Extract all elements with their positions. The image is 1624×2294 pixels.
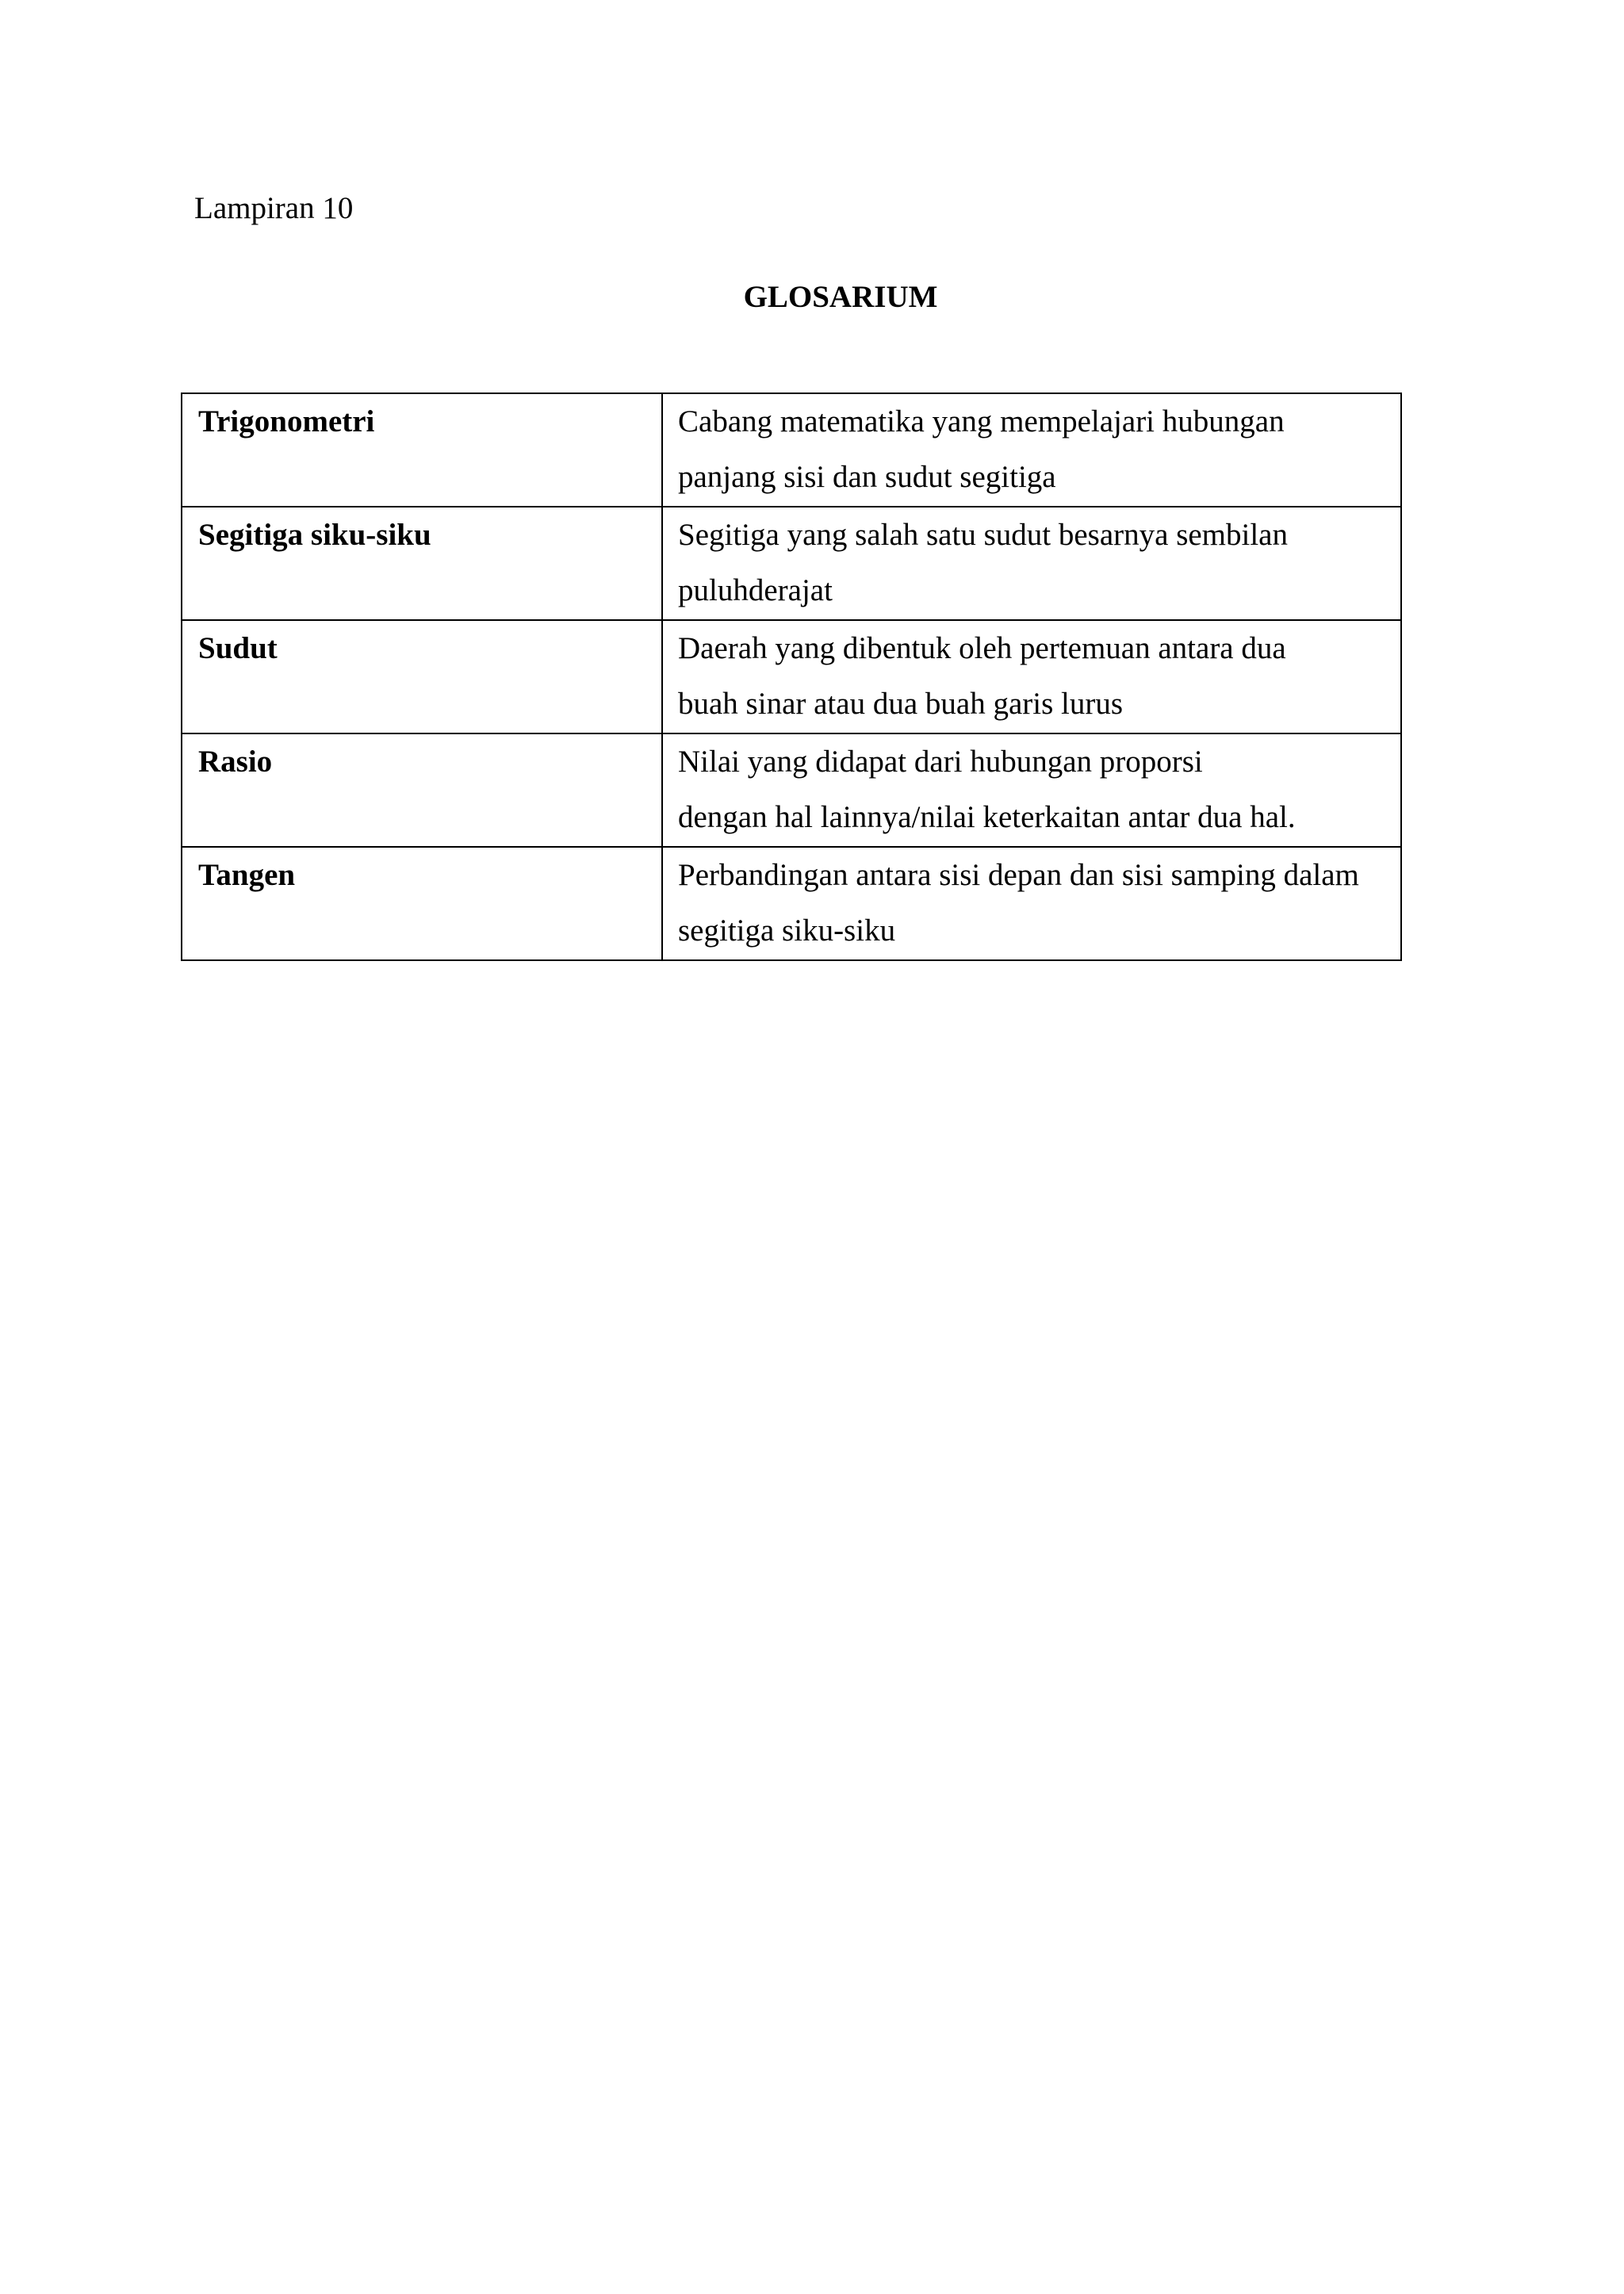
page-title: GLOSARIUM <box>743 280 938 314</box>
definition-line: Cabang matematika yang mempelajari hubungan <box>678 404 1285 439</box>
glossary-table <box>181 393 1402 961</box>
term-cell <box>182 733 662 847</box>
attachment-label: Lampiran 10 <box>194 191 354 225</box>
definition-cell <box>662 507 1401 620</box>
glossary-term: Segitiga siku-siku <box>198 518 431 552</box>
definition-line: segitiga siku-siku <box>678 913 896 948</box>
definition-cell <box>662 733 1401 847</box>
glossary-term: Trigonometri <box>198 404 375 439</box>
definition-cell <box>662 393 1401 507</box>
definition-line: Perbandingan antara sisi depan dan sisi samping dalam <box>678 858 1359 892</box>
definition-cell <box>662 620 1401 733</box>
table-row <box>182 620 1401 733</box>
term-cell <box>182 847 662 960</box>
glossary-term: Tangen <box>198 858 296 892</box>
definition-line: puluhderajat <box>678 573 833 607</box>
glossary-term: Sudut <box>198 631 278 665</box>
definition-line: Daerah yang dibentuk oleh pertemuan antara dua <box>678 631 1286 665</box>
table-row <box>182 847 1401 960</box>
term-cell <box>182 393 662 507</box>
term-cell <box>182 620 662 733</box>
glossary-term: Rasio <box>198 745 273 779</box>
definition-line: buah sinar atau dua buah garis lurus <box>678 687 1124 721</box>
table-row <box>182 393 1401 507</box>
term-cell <box>182 507 662 620</box>
definition-line: Segitiga yang salah satu sudut besarnya sembilan <box>678 518 1288 552</box>
table-row <box>182 507 1401 620</box>
definition-line: panjang sisi dan sudut segitiga <box>678 460 1056 494</box>
definition-cell <box>662 847 1401 960</box>
table-row <box>182 733 1401 847</box>
definition-line: dengan hal lainnya/nilai keterkaitan antar dua hal. <box>678 800 1296 834</box>
definition-line: Nilai yang didapat dari hubungan proporsi <box>678 745 1203 779</box>
